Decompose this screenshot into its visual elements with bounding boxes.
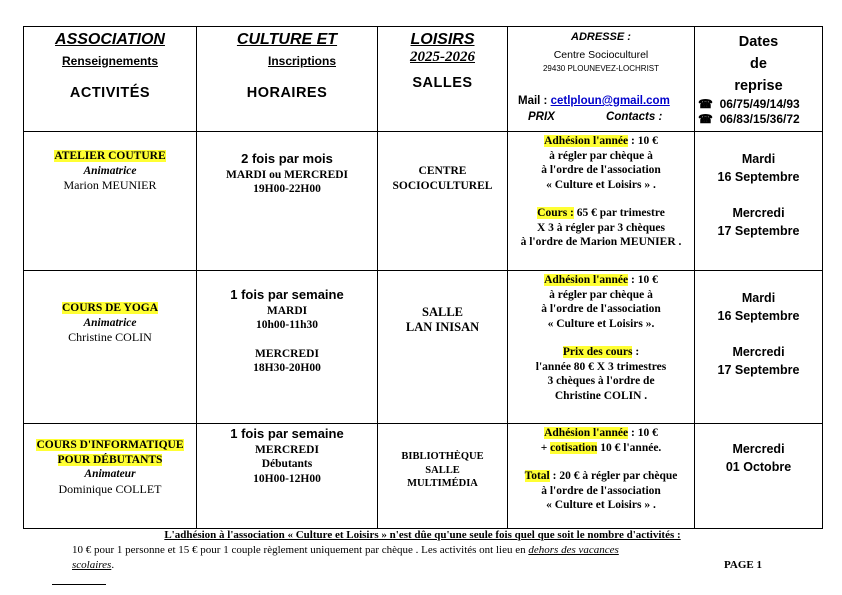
date-line: 16 Septembre [717, 170, 800, 184]
price-label: Cours : [537, 207, 574, 219]
footer-line3: scolaires. [72, 559, 115, 571]
price-line: l'année 80 € X 3 trimestres [535, 360, 667, 373]
price-line: Christine COLIN . [554, 389, 648, 402]
phone-2: ☎ 06/83/15/36/72 [698, 112, 800, 126]
price-line: « Culture et Loisirs » . [546, 499, 656, 511]
header-horaires: HORAIRES [246, 85, 328, 101]
phone-icon: ☎ [698, 97, 713, 111]
room-line: SALLE [422, 305, 463, 319]
date-line: 17 Septembre [717, 363, 800, 377]
room-line: MULTIMÉDIA [407, 478, 478, 489]
header-activites: ACTIVITÉS [69, 85, 151, 101]
date-line: Mercredi [732, 442, 785, 456]
activities-table [23, 26, 823, 529]
date-line: Mardi [741, 291, 776, 305]
price-line: 3 chèques à l'ordre de [547, 375, 655, 387]
phone-icon: ☎ [698, 112, 713, 126]
price-label: Adhésion l'année [544, 427, 629, 439]
header-loisirs: LOISIRS [410, 31, 475, 48]
footnote-divider [52, 584, 106, 585]
activity-role: Animateur [84, 468, 136, 480]
schedule-line: Débutants [261, 458, 313, 470]
price-label: Prix des cours [562, 346, 633, 358]
price-line: « Culture et Loisirs ». [547, 317, 655, 330]
activity-name: ATELIER COUTURE [54, 150, 166, 162]
price-line: à l'ordre de Marion MEUNIER . [520, 236, 682, 248]
price-line: à l'ordre de l'association [541, 303, 661, 315]
activity-person: Marion MEUNIER [63, 178, 157, 192]
schedule-line: 2 fois par mois [241, 151, 333, 166]
date-line: Mardi [741, 152, 776, 166]
header-year: 2025-2026 [410, 48, 475, 65]
activity-name: COURS D'INFORMATIQUE [36, 439, 184, 451]
mail-label: Mail : [518, 95, 548, 107]
price-label: Total [524, 470, 550, 482]
activity-name: POUR DÉBUTANTS [57, 453, 163, 466]
schedule-line: 1 fois par semaine [230, 426, 344, 441]
activity-role: Animatrice [83, 316, 137, 329]
price-label: Adhésion l'année [544, 274, 629, 286]
price-label: Adhésion l'année [544, 135, 629, 147]
table-row: COURS DE YOGA Animatrice Christine COLIN 1 fois par semaine MARDI 10h00-11h30 MERCREDI 18H30-20H00 SALLE LAN INISAN Adhésion l'année : 10 € à régler par chèque à à l'ordre de l'association « Culture et Loisirs ». Prix des cours : l'année 80 € X 3 trimestres 3 chèques à l'ordre de Christine COLIN . Mardi 16 Septembre Mercredi 17 Septembre [24, 271, 823, 424]
date-line: Mercredi [732, 206, 785, 220]
date-line: 16 Septembre [717, 309, 800, 323]
room-line: BIBLIOTHÈQUE [401, 451, 484, 462]
room-line: SALLE [425, 464, 460, 476]
header-inscriptions: Inscriptions [267, 53, 336, 68]
schedule-line: MARDI ou MERCREDI [225, 168, 349, 181]
schedule-line: MERCREDI [255, 443, 319, 456]
dates-reprise-title [695, 31, 822, 97]
contacts-label: Contacts : [606, 110, 663, 123]
dates-line2: de [750, 56, 767, 72]
schedule-line: 10h00-11h30 [256, 319, 318, 331]
price-label: cotisation [550, 441, 598, 454]
room-line: CENTRE [418, 165, 467, 177]
address-line2: 29430 PLOUNEVEZ-LOCHRIST [542, 63, 660, 73]
date-line: 17 Septembre [717, 224, 800, 238]
price-line: à régler par chèque à [549, 288, 653, 301]
phone-1: ☎ 06/75/49/14/93 [698, 97, 800, 111]
header-renseignements: Renseignements [61, 53, 159, 68]
schedule-line: MARDI [266, 304, 308, 317]
schedule-line: 19H00-22H00 [253, 183, 321, 195]
price-line: à l'ordre de l'association [541, 164, 661, 176]
table-row: ATELIER COUTURE Animatrice Marion MEUNIER 2 fois par mois MARDI ou MERCREDI 19H00-22H00 CENTRE SOCIOCULTUREL Adhésion l'année : 10 € à régler par chèque à à l'ordre de l'association « Culture et Loisirs » . Cours : 65 € par trimestre X 3 à régler par 3 chèques à l'ordre de Marion MEUNIER . Mardi 16 Septembre Mercredi 17 Septembre [24, 132, 823, 271]
room-line: SOCIOCULTUREL [392, 179, 493, 192]
activity-person: Christine COLIN [68, 330, 152, 344]
dates-line1: Dates [738, 34, 779, 50]
price-line: à l'ordre de l'association [541, 484, 661, 497]
header-row [24, 27, 823, 132]
schedule-line: 1 fois par semaine [230, 287, 344, 302]
schedule-line: 18H30-20H00 [253, 362, 321, 374]
header-culture-et: CULTURE ET [236, 31, 338, 48]
table-row: COURS D'INFORMATIQUE POUR DÉBUTANTS Animateur Dominique COLLET 1 fois par semaine MERCREDI Débutants 10H00-12H00 BIBLIOTHÈQUE SALLE MULTIMÉDIA Adhésion l'année : 10 € + cotisation 10 € l'année. Total : 20 € à régler par chèque à l'ordre de l'association « Culture et Loisirs » . Mercredi 01 Octobre [24, 424, 823, 529]
price-line: à régler par chèque à [549, 149, 653, 162]
footer-line1: L'adhésion à l'association « Culture et Loisirs » n'est dûe qu'une seule fois quel que soit le nombre d'activités : [164, 529, 681, 541]
schedule-line: 10H00-12H00 [253, 472, 321, 485]
room-line: LAN INISAN [405, 320, 480, 334]
address-line1: Centre Socioculturel [553, 48, 649, 61]
header-association: ASSOCIATION [55, 31, 165, 48]
activity-person: Dominique COLLET [58, 481, 162, 496]
address-label: ADRESSE : [571, 31, 631, 43]
mail-link[interactable]: cetlploun@gmail.com [550, 95, 670, 107]
prix-label: PRIX [528, 110, 555, 123]
dates-line3: reprise [734, 78, 783, 94]
date-line: 01 Octobre [725, 460, 792, 474]
activity-name: COURS DE YOGA [61, 302, 159, 314]
activity-role: Animatrice [83, 164, 137, 177]
footer-line2: 10 € pour 1 personne et 15 € pour 1 couple règlement uniquement par chèque . Les activités ont lieu en dehors des vacances [72, 544, 619, 556]
date-line: Mercredi [732, 345, 785, 359]
price-line: X 3 à régler par 3 chèques [537, 221, 665, 234]
price-line: « Culture et Loisirs » . [546, 178, 656, 191]
page-number: PAGE 1 [724, 559, 762, 571]
schedule-line: MERCREDI [255, 347, 319, 360]
header-salles: SALLES [412, 75, 473, 91]
